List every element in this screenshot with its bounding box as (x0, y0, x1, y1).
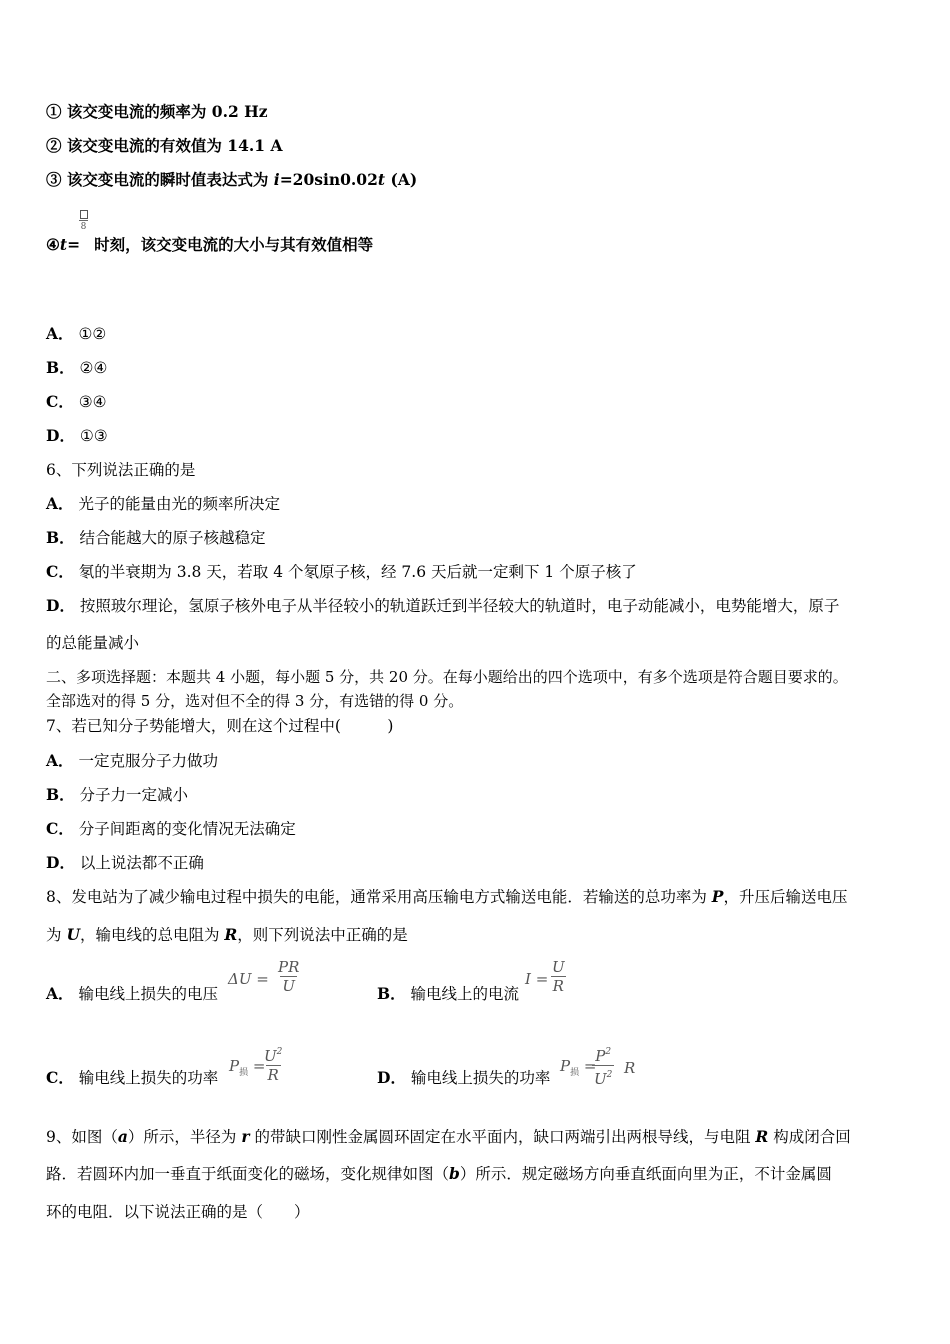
q8-stem: 8、发电站为了减少输电过程中损失的电能，通常采用高压输电方式输送电能．若输送的总功率为 P，升压后输送电压 (46, 887, 848, 906)
q8-d-formula-lhs: $P_损$ = (560, 1057, 597, 1078)
q6-option-d: D． 按照玻尔理论，氢原子核外电子从半径较小的轨道跃迁到半径较大的轨道时，电子动能减小，电势能增大，原子 (46, 596, 840, 615)
q9-stem-cont: 路．若圆环内加一垂直于纸面变化的磁场，变化规律如图（b）所示．规定磁场方向垂直纸面向里为正，不计金属圆 (46, 1164, 832, 1183)
q8-d-formula-tail: R (624, 1059, 636, 1077)
q8-b-formula-frac: $\frac{U}{R}$ (552, 958, 565, 995)
fraction-t-over-8: 8 (79, 210, 88, 232)
q6-option-a: A． 光子的能量由光的频率所决定 (46, 494, 280, 513)
q8-d-formula-frac: $\frac{P^2}{U^2}$ (594, 1047, 613, 1088)
q5-option-d: D． ①③ (46, 426, 108, 445)
q9-stem: 9、如图（a）所示，半径为 r 的带缺口刚性金属圆环固定在水平面内，缺口两端引出两根导线，与电阻 R 构成闭合回 (46, 1127, 851, 1146)
q5-option-b: B． ②④ (46, 358, 108, 377)
q5-option-a: A． ①② (46, 324, 107, 343)
section-2-heading-cont: 全部选对的得 5 分，选对但不全的得 3 分，有选错的得 0 分。 (46, 692, 464, 710)
q8-option-c: C． 输电线上损失的功率 (46, 1068, 219, 1087)
q8-c-formula-frac: $\frac{U^2}{R}$ (264, 1047, 283, 1084)
q8-stem-cont: 为 U，输电线的总电阻为 R，则下列说法中正确的是 (46, 925, 408, 944)
q7-stem: 7、若已知分子势能增大，则在这个过程中( ) (46, 717, 394, 735)
q7-option-d: D． 以上说法都不正确 (46, 853, 204, 872)
q7-option-b: B． 分子力一定减小 (46, 785, 189, 804)
statement-1: ① 该交变电流的频率为 0.2 Hz (46, 102, 268, 121)
q8-b-formula-lhs: I = (525, 970, 549, 988)
q6-option-b: B． 结合能越大的原子核越稳定 (46, 528, 266, 547)
section-2-heading: 二、多项选择题：本题共 4 小题，每小题 5 分，共 20 分。在每小题给出的四个选项中，有多个选项是符合题目要求的。 (46, 668, 848, 686)
q8-option-b: B． 输电线上的电流 (377, 984, 520, 1003)
q8-option-d: D． 输电线上损失的功率 (377, 1068, 551, 1087)
q8-c-formula-lhs: $P_损$ = (229, 1057, 266, 1078)
q6-option-c: C． 氡的半衰期为 3.8 天，若取 4 个氡原子核，经 7.6 天后就一定剩下 1 个原子核了 (46, 562, 637, 581)
missing-symbol-box (80, 210, 88, 219)
q6-option-d-cont: 的总能量减小 (46, 634, 140, 652)
q7-option-c: C． 分子间距离的变化情况无法确定 (46, 819, 296, 838)
q8-a-formula-frac: $\frac{PR}{U}$ (278, 958, 300, 995)
statement-3: ③ 该交变电流的瞬时值表达式为 i=20sin0.02t (A) (46, 170, 418, 189)
q6-stem: 6、下列说法正确的是 (46, 461, 196, 479)
q8-option-a: A． 输电线上损失的电压 (46, 984, 218, 1003)
q9-stem-end: 环的电阻．以下说法正确的是（ ） (46, 1203, 310, 1221)
statement-4: ④t= 时刻，该交变电流的大小与其有效值相等 (46, 235, 374, 254)
q8-a-formula-lhs: ΔU = (228, 970, 269, 988)
q7-option-a: A． 一定克服分子力做功 (46, 751, 218, 770)
statement-2: ② 该交变电流的有效值为 14.1 A (46, 136, 283, 155)
q5-option-c: C． ③④ (46, 392, 107, 411)
